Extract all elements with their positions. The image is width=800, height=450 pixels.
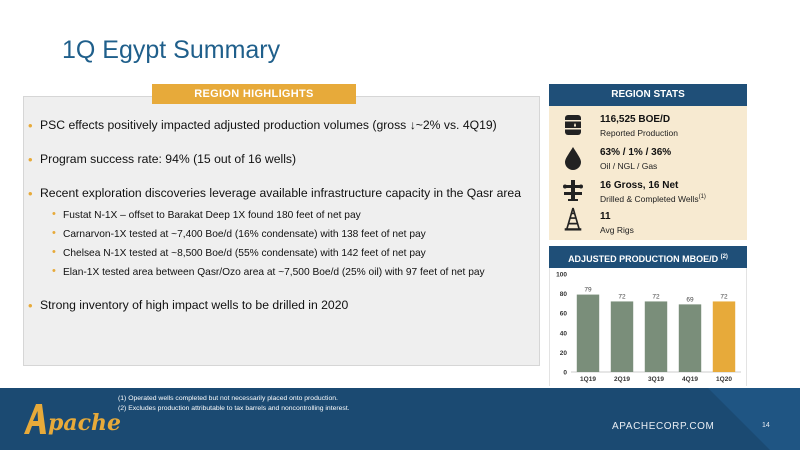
highlight-item: • Strong inventory of high impact wells to be drilled in 2020 bbox=[28, 298, 533, 313]
y-tick-label: 0 bbox=[563, 369, 567, 377]
stat-label: Drilled & Completed Wells$^{(1)}$ bbox=[600, 194, 706, 204]
highlight-sub-item: • Chelsea N-1X tested at ~8,500 Boe/d (55% condensate) with 142 feet of net pay bbox=[52, 247, 533, 260]
highlight-sub-item: • Elan-1X tested area between Qasr/Ozo area at ~7,500 Boe/d (25% oil) with 97 feet of net pay bbox=[52, 266, 533, 279]
production-header: ADJUSTED PRODUCTION MBOE/D $^{(2)}$ bbox=[549, 246, 747, 268]
data-label: 72 bbox=[618, 293, 626, 301]
data-label: 79 bbox=[584, 286, 592, 294]
highlight-item: • PSC effects positively impacted adjusted production volumes (gross ↓~2% vs. 4Q19) bbox=[28, 118, 533, 133]
y-tick-label: 100 bbox=[556, 271, 567, 279]
y-tick-label: 60 bbox=[559, 310, 567, 318]
y-tick-label: 40 bbox=[559, 330, 567, 338]
bar-1Q19 bbox=[577, 295, 599, 372]
highlight-item: • Program success rate: 94% (15 out of 16 wells) bbox=[28, 152, 533, 167]
data-label: 72 bbox=[652, 293, 660, 301]
bar-4Q19 bbox=[679, 304, 701, 372]
apache-logo bbox=[22, 398, 122, 438]
stat-label: Oil / NGL / Gas bbox=[600, 161, 658, 171]
bar-1Q20 bbox=[713, 301, 735, 372]
footnotes bbox=[118, 394, 350, 414]
bar-3Q19 bbox=[645, 301, 667, 372]
stat-wells bbox=[600, 180, 706, 204]
highlight-sub-list bbox=[40, 209, 533, 279]
highlights-list bbox=[28, 118, 533, 332]
page-number: 14 bbox=[762, 422, 770, 429]
highlight-sub-item: • Carnarvon-1X tested at ~7,400 Boe/d (16% condensate) with 138 feet of net pay bbox=[52, 228, 533, 241]
stat-production bbox=[600, 114, 678, 138]
stat-rigs bbox=[600, 211, 634, 235]
x-tick-label: 3Q19 bbox=[648, 376, 664, 383]
footnote: (2) Excludes production attributable to tax barrels and noncontrolling interest. bbox=[118, 405, 350, 412]
footnote: (1) Operated wells completed but not necessarily placed onto production. bbox=[118, 395, 338, 402]
production-bar-chart bbox=[549, 268, 747, 386]
y-tick-label: 20 bbox=[559, 349, 567, 357]
stat-value: 11 bbox=[600, 211, 611, 222]
highlight-item bbox=[28, 186, 533, 279]
x-tick-label: 1Q20 bbox=[716, 376, 732, 383]
stat-value: 16 Gross, 16 Net bbox=[600, 180, 679, 191]
region-stats-header: REGION STATS bbox=[549, 84, 747, 106]
highlights-header: REGION HIGHLIGHTS bbox=[152, 84, 356, 104]
stat-label: Reported Production bbox=[600, 128, 678, 138]
highlight-item-text: Recent exploration discoveries leverage available infrastructure capacity in the Qasr area bbox=[40, 186, 521, 200]
data-label: 72 bbox=[720, 293, 728, 301]
x-tick-label: 4Q19 bbox=[682, 376, 698, 383]
oil-barrel-icon bbox=[562, 113, 584, 137]
x-tick-label: 1Q19 bbox=[580, 376, 596, 383]
stat-value: 116,525 BOE/D bbox=[600, 114, 671, 125]
website-label: APACHECORP.COM bbox=[612, 421, 715, 432]
oil-drop-icon bbox=[562, 146, 584, 170]
x-tick-label: 2Q19 bbox=[614, 376, 630, 383]
stat-label: Avg Rigs bbox=[600, 225, 634, 235]
y-tick-label: 80 bbox=[559, 291, 567, 299]
highlight-sub-item: • Fustat N-1X – offset to Barakat Deep 1X found 180 feet of net pay bbox=[52, 209, 533, 222]
stat-mix bbox=[600, 147, 671, 171]
svg-text:pache: pache bbox=[48, 410, 122, 436]
footer-accent-shape bbox=[708, 388, 800, 450]
drilling-rig-icon bbox=[562, 207, 584, 231]
page-title: 1Q Egypt Summary bbox=[62, 36, 281, 64]
data-label: 69 bbox=[686, 296, 694, 304]
bar-2Q19 bbox=[611, 301, 633, 372]
wellhead-icon bbox=[562, 178, 584, 202]
stat-value: 63% / 1% / 36% bbox=[600, 147, 672, 158]
